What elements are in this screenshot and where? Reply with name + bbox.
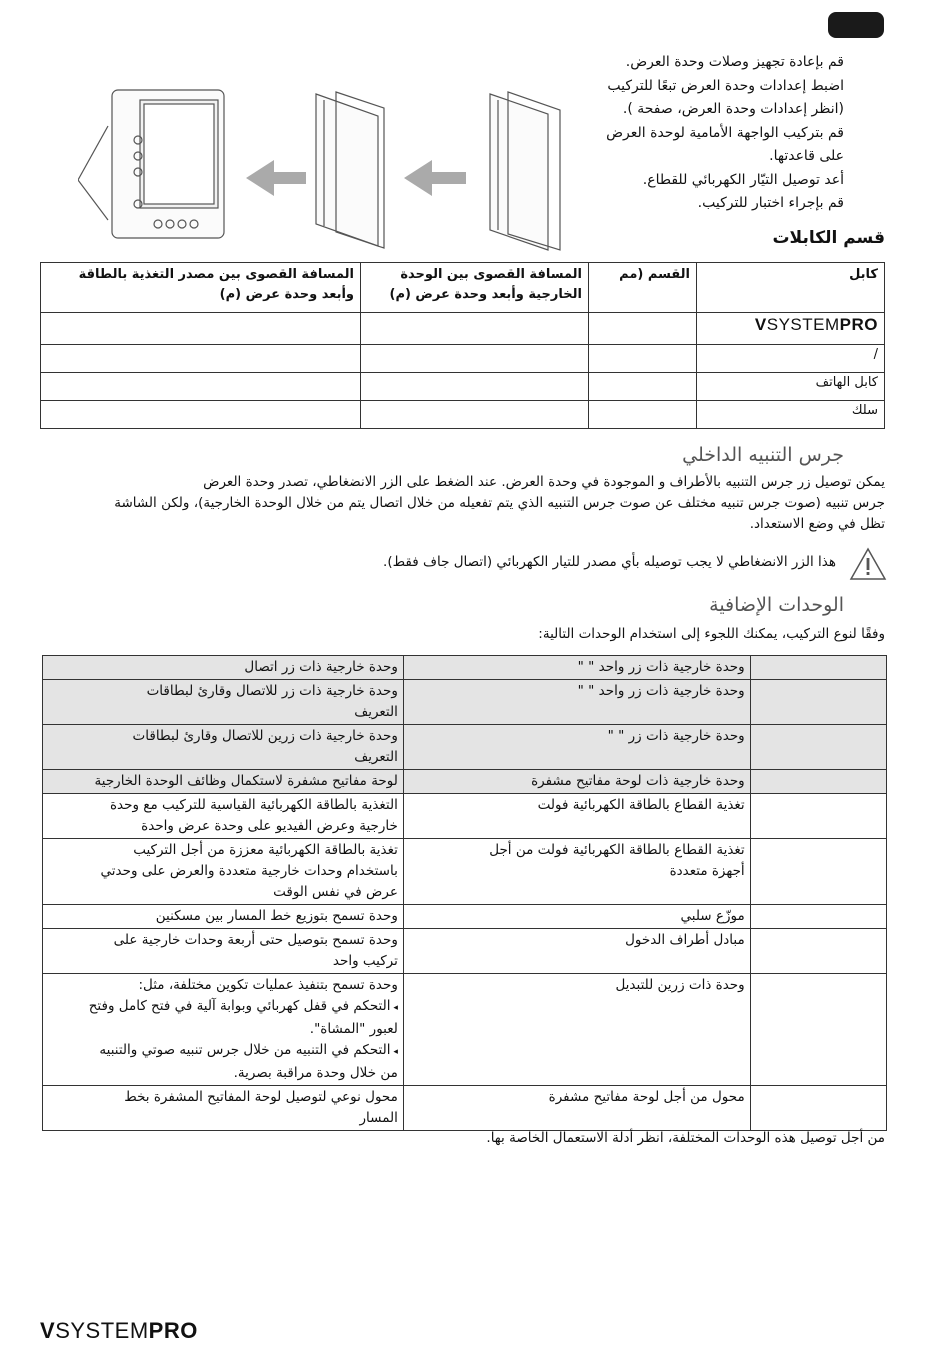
module-description: وحدة تسمح بتنفيذ عمليات تكوين مختلفة، مثل: ◂ التحكم في قفل كهربائي وبوابة آلية في فتح كامل وفتح لعبور "المشاة". ◂ التحكم في التنبيه من خلال جرس تنبيه صوتي والتنبيه من خلال وحدة مراقبة بصرية. xyxy=(43,974,404,1086)
table-row xyxy=(43,905,887,929)
warning-text: هذا الزر الانضغاطي لا يجب توصيله بأي مصدر للتيار الكهربائي (اتصال جاف فقط). xyxy=(383,554,836,570)
module-description: وحدة تسمح بتوصيل حتى أربعة وحدات خارجية على تركيب واحد xyxy=(43,929,404,974)
table-row xyxy=(43,794,887,839)
paragraph-line: جرس تنبيه (صوت جرس تنبيه مختلف عن صوت جرس التنبيه الذي يتم تفعيله من خلال اتصال يتم من خلال الوحدة الخارجية)، ولكن الشاشة xyxy=(114,495,885,511)
warning-block xyxy=(300,546,888,582)
module-name: مبادل أطراف الدخول xyxy=(403,929,750,974)
module-name: محول من أجل لوحة مفاتيح مشفرة xyxy=(403,1086,750,1131)
module-name: وحدة خارجية ذات زر واحد " " xyxy=(403,656,750,680)
modules-footer-note: من أجل توصيل هذه الوحدات المختلفة، انظر أدلة الاستعمال الخاصة بها. xyxy=(486,1130,885,1146)
table-row xyxy=(43,974,887,1086)
table-row xyxy=(43,839,887,905)
module-name: وحدة خارجية ذات زر واحد " " xyxy=(403,680,750,725)
cable-cell: سلك xyxy=(697,401,885,429)
doorbell-paragraph xyxy=(35,472,885,535)
module-name: وحدة خارجية ذات زر " " xyxy=(403,725,750,770)
table-row xyxy=(43,929,887,974)
module-name: تغذية القطاع بالطاقة الكهربائية فولت من أجل أجهزة متعددة xyxy=(403,839,750,905)
header-max-outdoor: المسافة القصوى بين الوحدة الخارجية وأبعد وحدة عرض (م) xyxy=(361,263,589,313)
cable-section-title: قسم الكابلات xyxy=(772,228,885,248)
module-description: وحدة تسمح بتوزيع خط المسار بين مسكنين xyxy=(43,905,404,929)
bullet-item: ◂ التحكم في التنبيه من خلال جرس تنبيه صوتي والتنبيه xyxy=(48,1040,398,1063)
table-row xyxy=(43,770,887,794)
module-name: وحدة خارجية ذات لوحة مفاتيح مشفرة xyxy=(403,770,750,794)
installation-steps xyxy=(544,51,844,216)
modules-title: الوحدات الإضافية xyxy=(709,594,844,616)
modules-table xyxy=(42,655,887,1131)
step-line: (انظر إعدادات وحدة العرض، صفحة ). xyxy=(622,101,844,117)
doorbell-title: جرس التنبيه الداخلي xyxy=(682,444,844,466)
paragraph-line: تظل في وضع الاستعداد. xyxy=(749,516,885,532)
cable-cell: / xyxy=(697,345,885,373)
module-description: التغذية بالطاقة الكهربائية القياسية للتركيب مع وحدة خارجية وعرض الفيديو على وحدة عرض واحدة xyxy=(43,794,404,839)
step-line: أعد توصيل التيّار الكهربائي للقطاع. xyxy=(642,171,844,188)
module-name: وحدة ذات زرين للتبديل xyxy=(403,974,750,1086)
table-row xyxy=(43,680,887,725)
module-description: لوحة مفاتيح مشفرة لاستكمال وظائف الوحدة الخارجية xyxy=(43,770,404,794)
cable-cell: كابل الهاتف xyxy=(697,373,885,401)
module-description: وحدة خارجية ذات زر للاتصال وقارئ لبطاقات التعريف xyxy=(43,680,404,725)
step-line: اضبط إعدادات وحدة العرض تبعًا للتركيب xyxy=(607,77,844,94)
page-tab xyxy=(828,12,884,38)
cable-cell xyxy=(697,313,885,345)
table-row xyxy=(43,725,887,770)
header-section: القسم (مم xyxy=(589,263,697,313)
module-name: تغذية القطاع بالطاقة الكهربائية فولت xyxy=(403,794,750,839)
header-max-power: المسافة القصوى بين مصدر التغذية بالطاقة وأبعد وحدة عرض (م) xyxy=(41,263,361,313)
step-line: قم بتركيب الواجهة الأمامية لوحدة العرض xyxy=(606,124,844,141)
header-cable: كابل xyxy=(697,263,885,313)
module-name: موزّع سلبي xyxy=(403,905,750,929)
table-row xyxy=(43,656,887,680)
module-description: تغذية بالطاقة الكهربائية معززة من أجل التركيب باستخدام وحدات خارجية متعددة والعرض على وحدتي عرض في نفس الوقت xyxy=(43,839,404,905)
brand-logo: VSYSTEMPRO xyxy=(754,315,878,334)
footer-brand-logo: VSYSTEMPRO xyxy=(40,1318,198,1343)
module-description: وحدة خارجية ذات زرين للاتصال وقارئ لبطاقات التعريف xyxy=(43,725,404,770)
module-description: وحدة خارجية ذات زر اتصال xyxy=(43,656,404,680)
modules-intro: وفقًا لنوع التركيب، يمكنك اللجوء إلى استخدام الوحدات التالية: xyxy=(538,626,885,642)
module-description: محول نوعي لتوصيل لوحة المفاتيح المشفرة بخط المسار xyxy=(43,1086,404,1131)
cable-table xyxy=(40,262,885,429)
bullet-item: ◂ التحكم في قفل كهربائي وبوابة آلية في فتح كامل وفتح xyxy=(48,996,398,1019)
installation-illustration xyxy=(78,86,578,256)
step-line: قم بإعادة تجهيز وصلات وحدة العرض. xyxy=(625,54,844,70)
table-row xyxy=(43,1086,887,1131)
step-line: قم بإجراء اختبار للتركيب. xyxy=(697,195,844,211)
warning-icon xyxy=(848,546,888,582)
paragraph-line: يمكن توصيل زر جرس التنبيه بالأطراف و الموجودة في وحدة العرض. عند الضغط على الزر الانضغاطي، تصدر وحدة العرض xyxy=(203,474,885,490)
step-line: على قاعدتها. xyxy=(769,148,844,164)
